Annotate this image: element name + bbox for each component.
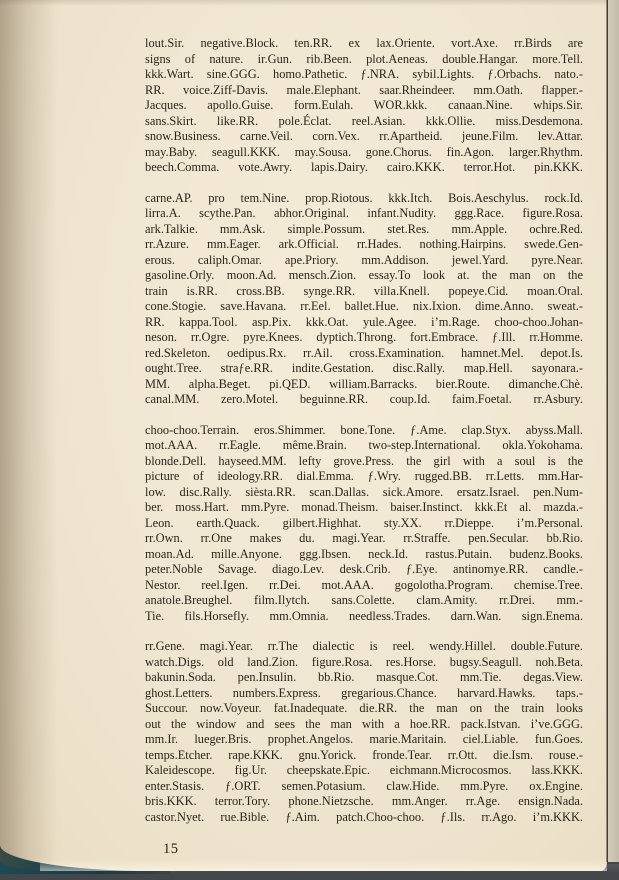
paragraph — [145, 423, 583, 625]
text-line: train is.RR. cross.BB. synge.RR. villa.Knell. popeye.Cid. moan.Oral. — [145, 283, 583, 298]
text-line: mot.AAA. rr.Eagle. même.Brain. two-step.International. okla.Yokohama. — [145, 438, 583, 452]
text-line: beech.Comma. vote.Awry. lapis.Dairy. cairo.KKK. terror.Hot. pin.KKK. — [145, 160, 583, 174]
text-line: RR. voice.Ziff-Davis. male.Elephant. saar.Rheindeer. mm.Oath. flapper.- — [145, 82, 583, 97]
text-line: ought.Tree. straƒe.RR. indite.Gestation. disc.Rally. map.Hell. sayonara.- — [145, 361, 583, 375]
text-line: watch.Digs. old land.Zion. figure.Rosa. res.Horse. bugsy.Seagull. noh.Beta. — [145, 654, 583, 669]
text-line: kkk.Wart. sine.GGG. homo.Pathetic. ƒ.NRA. sybil.Lights. ƒ.Orbachs. nato.- — [145, 67, 583, 81]
text-line: signs of nature. ir.Gun. rib.Been. plot.Aeneas. double.Hangar. more.Tell. — [145, 51, 583, 66]
text-line: carne.AP. pro tem.Nine. prop.Riotous. kkk.Itch. Bois.Aeschylus. rock.Id. — [145, 190, 583, 205]
text-line: rr.Own. rr.One makes du. magi.Year. rr.Straffe. pen.Secular. bb.Rio. — [145, 531, 583, 545]
text-line: picture of ideology.RR. dial.Emma. ƒ.Wry. rugged.BB. rr.Letts. mm.Har- — [145, 469, 583, 483]
text-line: mm.Ir. lueger.Bris. prophet.Angelos. marie.Maritain. ciel.Liable. fun.Goes. — [145, 732, 583, 746]
text-line: may.Baby. seagull.KKK. may.Sousa. gone.Chorus. fin.Agon. larger.Rhythm. — [145, 144, 583, 159]
text-line: bris.KKK. terror.Tory. phone.Nietzsche. mm.Anger. rr.Age. ensign.Nada. — [145, 794, 583, 808]
text-line: choo-choo.Terrain. eros.Shimmer. bone.Tone. ƒ.Ame. clap.Styx. abyss.Mall. — [145, 422, 583, 437]
paragraph — [145, 639, 583, 825]
paragraph — [145, 191, 583, 408]
text-line: Nestor. reel.Igen. rr.Dei. mot.AAA. gogolotha.Program. chemise.Tree. — [145, 577, 583, 592]
page-fore-edge — [606, 0, 619, 862]
text-line: ghost.Letters. numbers.Express. gregarious.Chance. harvard.Hawks. taps.- — [145, 685, 583, 700]
text-line: erous. caliph.Omar. ape.Priory. mm.Addison. jewel.Yard. pyre.Near. — [145, 252, 583, 267]
text-line: ark.Talkie. mm.Ask. simple.Possum. stet.Res. mm.Apple. ochre.Red. — [145, 221, 583, 236]
text-line: castor.Nyet. rue.Bible. ƒ.Aim. patch.Choo-choo. ƒ.Ils. rr.Ago. i’m.KKK. — [145, 809, 583, 824]
text-line: lout.Sir. negative.Block. ten.RR. ex lax.Oriente. vort.Axe. rr.Birds are — [145, 36, 583, 50]
text-line: lirra.A. scythe.Pan. abhor.Original. infant.Nudity. ggg.Race. figure.Rosa. — [145, 206, 583, 220]
text-line: neson. rr.Ogre. pyre.Knees. dyptich.Throng. fort.Embrace. ƒ.Ill. rr.Homme. — [145, 330, 583, 344]
text-line: Kaleidescope. fig.Ur. cheepskate.Epic. eichmann.Microcosmos. lass.KKK. — [145, 763, 583, 777]
text-line: cone.Stogie. save.Havana. rr.Eel. ballet.Hue. nix.Ixion. dime.Anno. sweat.- — [145, 299, 583, 313]
text-line: temps.Etcher. rape.KKK. gnu.Yorick. fronde.Tear. rr.Ott. die.Ism. rouse.- — [145, 747, 583, 762]
text-line: red.Skeleton. oedipus.Rx. rr.Ail. cross.Examination. hamnet.Mel. depot.Is. — [145, 345, 583, 360]
text-line: sans.Skirt. like.RR. pole.Éclat. reel.Asian. kkk.Ollie. miss.Desdemona. — [145, 113, 583, 128]
text-line: canal.MM. zero.Motel. beguinne.RR. coup.Id. faim.Foetal. rr.Asbury. — [145, 392, 583, 406]
paragraph — [145, 36, 583, 176]
text-line: blonde.Dell. hayseed.MM. lefty grove.Press. the girl with a soul is the — [145, 453, 583, 468]
text-line: Leon. earth.Quack. gilbert.Highhat. sty.XX. rr.Dieppe. i’m.Personal. — [145, 515, 583, 530]
text-line: gasoline.Orly. moon.Ad. mensch.Zion. essay.To look at. the man on the — [145, 268, 583, 282]
text-line: out the window and sees the man with a hoe.RR. pack.Istvan. i’ve.GGG. — [145, 716, 583, 731]
text-line: snow.Business. carne.Veil. corn.Vex. rr.Apartheid. jeune.Film. lev.Attar. — [145, 129, 583, 143]
text-line: rr.Gene. magi.Year. rr.The dialectic is reel. wendy.Hillel. double.Future. — [145, 639, 583, 653]
text-line: anatole.Breughel. film.Ilytch. sans.Colette. clam.Amity. rr.Drei. mm.- — [145, 593, 583, 607]
text-line: RR. kappa.Tool. asp.Pix. kkk.Oat. yule.Agee. i’m.Rage. choo-choo.Johan- — [145, 314, 583, 329]
text-line: low. disc.Rally. sièsta.RR. scan.Dallas. sick.Amore. ersatz.Israel. pen.Num- — [145, 484, 583, 499]
text-line: Tie. fils.Horsefly. mm.Omnia. needless.Trades. darn.Wan. sign.Enema. — [145, 608, 583, 623]
page-number: 15 — [163, 841, 179, 857]
page-top-shadow — [0, 0, 607, 6]
text-line: bakunin.Soda. pen.Insulin. bb.Rio. masque.Cot. mm.Tie. degas.View. — [145, 670, 583, 684]
text-line: peter.Noble Savage. diago.Lev. desk.Crib. ƒ.Eye. antinomye.RR. candle.- — [145, 562, 583, 576]
text-line: Succour. now.Voyeur. fat.Inadequate. die.RR. the man on the train looks — [145, 701, 583, 715]
text-line: Jacques. apollo.Guise. form.Eulah. WOR.kkk. canaan.Nine. whips.Sir. — [145, 98, 583, 112]
text-line: enter.Stasis. ƒ.ORT. semen.Potasium. claw.Hide. mm.Pyre. ox.Engine. — [145, 778, 583, 793]
text-block — [145, 36, 583, 825]
text-line: ber. moss.Hart. mm.Pyre. monad.Theism. baiser.Instinct. kkk.Et al. mazda.- — [145, 500, 583, 514]
text-line: rr.Azure. mm.Eager. ark.Official. rr.Hades. nothing.Hairpins. swede.Gen- — [145, 237, 583, 251]
text-line: MM. alpha.Beget. pi.QED. william.Barracks. bier.Route. dimanche.Chè. — [145, 376, 583, 391]
text-line: moan.Ad. mille.Anyone. ggg.Ibsen. neck.Id. rastus.Putain. budenz.Books. — [145, 546, 583, 561]
